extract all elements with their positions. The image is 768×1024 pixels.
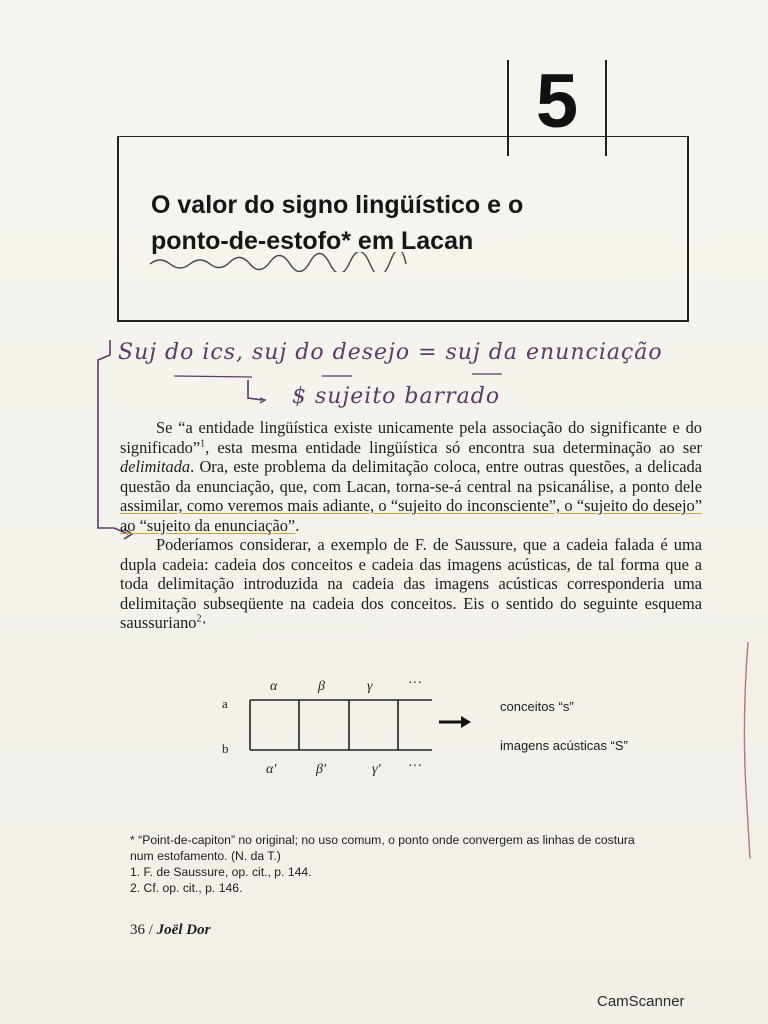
- footnote-1: 1. F. de Saussure, op. cit., p. 144.: [130, 865, 312, 879]
- chapter-title-line-2: ponto-de-estofo* em Lacan: [151, 227, 474, 255]
- scanner-watermark: CamScanner: [597, 993, 685, 1010]
- schema-bottom-label-gamma-prime: γ': [372, 762, 381, 777]
- schema-bottom-label-ellipsis: ···: [408, 759, 422, 774]
- schema-top-label-gamma: γ: [367, 679, 373, 694]
- handwritten-underline: [172, 370, 612, 384]
- title-squiggle-mark: [148, 252, 410, 272]
- page-number: 36: [130, 922, 145, 938]
- paragraph-1-part-b: , esta mesma entidade lingüística só encontra sua determinação ao ser: [205, 437, 702, 457]
- page-edge-mark: [738, 640, 758, 860]
- chapter-number: 5: [535, 59, 579, 144]
- chapter-title-line-1: O valor do signo lingüístico e o: [151, 191, 524, 219]
- schema-row-label-b: b: [222, 741, 229, 756]
- handwritten-note-line-2: $ sujeito barrado: [292, 384, 501, 409]
- paragraph-1: [120, 418, 702, 535]
- schema-bottom-label-beta-prime: β': [316, 762, 326, 777]
- footnotes: [130, 832, 710, 896]
- paragraph-1-part-c: . Ora, este problema da delimitação coloca, entre outras questões, a delicada questão da enunciação, que, com Lacan, torna-se-á central na psicanálise, a ponto dele: [120, 457, 702, 496]
- footnote-2: 2. Cf. op. cit., p. 146.: [130, 881, 243, 895]
- schema-top-label-beta: β: [318, 679, 325, 694]
- footnote-ref-2: 2: [196, 613, 202, 625]
- chapter-title-box: [117, 136, 689, 322]
- chapter-title: [151, 187, 651, 259]
- schema-top-label-ellipsis: ···: [408, 676, 422, 691]
- schema-arrow: [437, 713, 473, 731]
- body-text: [120, 418, 702, 633]
- paragraph-2-end: ·: [201, 613, 207, 632]
- page-folio: [130, 922, 210, 939]
- paragraph-2-text: Poderíamos considerar, a exemplo de F. de Saussure, que a cadeia falada é uma dupla cadeia: cadeia dos conceitos e cadeia das imagens acústicas, de tal forma que a toda delimitação introduzida na cadeia das imagens acústicas corresponderia uma delimitação subseqüente na cadeia dos conceitos. Eis o sentido do seguinte esquema saussuriano: [120, 535, 702, 632]
- author-name: Joël Dor: [156, 922, 211, 938]
- footnote-star: * “Point-de-capiton” no original; no uso comum, o ponto onde convergem as linhas de costura: [130, 833, 635, 847]
- schema-row-label-a: a: [222, 696, 228, 711]
- handwritten-note-line-1: Suj do ics, suj do desejo = suj da enunciação: [118, 340, 663, 365]
- paragraph-1-end: .: [295, 515, 300, 535]
- schema-bottom-label-alpha-prime: α': [266, 762, 277, 777]
- paragraph-1-emphasis: delimitada: [120, 457, 191, 476]
- schema-caption-images: imagens acústicas “S”: [500, 738, 628, 753]
- paragraph-1-highlight: assimilar, como veremos mais adiante, o “sujeito do inconsciente”, o “sujeito do desejo” ao “sujeito da enunciação”: [120, 496, 702, 535]
- folio-separator: /: [145, 922, 157, 938]
- paragraph-2: [120, 535, 702, 633]
- schema-top-label-alpha: α: [270, 679, 278, 694]
- paragraph-1-part-a: Se “a entidade lingüística existe unicamente pela associação do significante e do significado”: [120, 418, 702, 457]
- footnote-star-continued: num estofamento. (N. da T.): [130, 849, 281, 863]
- footnote-ref-1: 1: [200, 438, 206, 450]
- schema-caption-concepts: conceitos “s”: [500, 699, 574, 714]
